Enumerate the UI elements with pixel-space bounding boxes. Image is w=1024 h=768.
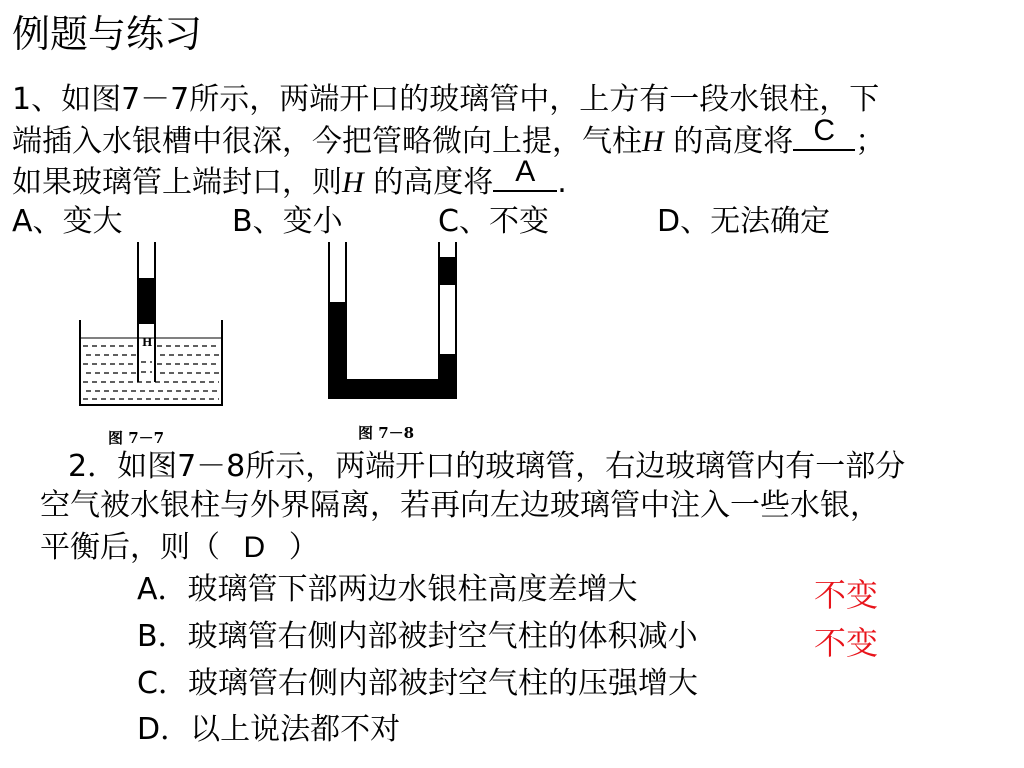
variable-h: H bbox=[342, 166, 364, 199]
variable-h: H bbox=[642, 125, 664, 158]
page-title: 例题与练习 bbox=[12, 12, 203, 56]
q2-line1: 2．如图7－8所示，两端开口的玻璃管，右边玻璃管内有一部分 bbox=[68, 449, 906, 484]
q1-line3-pre: 如果玻璃管上端封口，则 bbox=[12, 165, 342, 200]
q2-option-c: C．玻璃管右侧内部被封空气柱的压强增大 bbox=[137, 666, 698, 701]
q2-line2: 空气被水银柱与外界隔离，若再向左边玻璃管中注入一些水银， bbox=[40, 488, 880, 523]
q1-option-c: C、不变 bbox=[438, 204, 549, 239]
q1-line2-post: ； bbox=[855, 124, 886, 159]
q1-line1: 1、如图7－7所示，两端开口的玻璃管中，上方有一段水银柱，下 bbox=[12, 82, 880, 117]
note-b: 不变 bbox=[814, 624, 879, 662]
fig77-caption: 图 7－7 bbox=[108, 429, 165, 447]
answer-2: A bbox=[515, 155, 536, 188]
q2-line3-post: ） bbox=[279, 530, 319, 565]
note-a: 不变 bbox=[814, 576, 879, 614]
fig77-h-label: H bbox=[142, 336, 153, 349]
q2-line3 bbox=[40, 528, 319, 567]
answer-blank-1 bbox=[793, 114, 855, 151]
q2-option-b: B．玻璃管右侧内部被封空气柱的体积减小 bbox=[137, 619, 698, 654]
q2-line3-pre: 平衡后，则（ bbox=[40, 530, 230, 565]
q1-line3-mid: 的高度将 bbox=[363, 165, 494, 200]
q2-option-d: D．以上说法都不对 bbox=[137, 712, 401, 747]
q2-answer: D bbox=[243, 531, 266, 564]
q1-line3 bbox=[12, 155, 567, 202]
fig78-caption: 图 7－8 bbox=[358, 424, 415, 442]
answer-blank-2 bbox=[493, 155, 557, 192]
q1-line3-post: . bbox=[557, 165, 567, 200]
q1-line2-pre: 端插入水银槽中很深，今把管略微向上提，气柱 bbox=[12, 124, 642, 159]
answer-1: C bbox=[813, 114, 836, 147]
q1-option-d: D、无法确定 bbox=[657, 204, 831, 239]
q1-option-a: A、变大 bbox=[12, 204, 123, 239]
q1-line2-mid: 的高度将 bbox=[663, 124, 794, 159]
figure-7-7 bbox=[75, 242, 235, 422]
q1-line2 bbox=[12, 114, 886, 161]
q1-option-b: B、变小 bbox=[232, 204, 343, 239]
figure-7-8 bbox=[322, 242, 462, 402]
q2-option-a: A．玻璃管下部两边水银柱高度差增大 bbox=[137, 572, 638, 607]
